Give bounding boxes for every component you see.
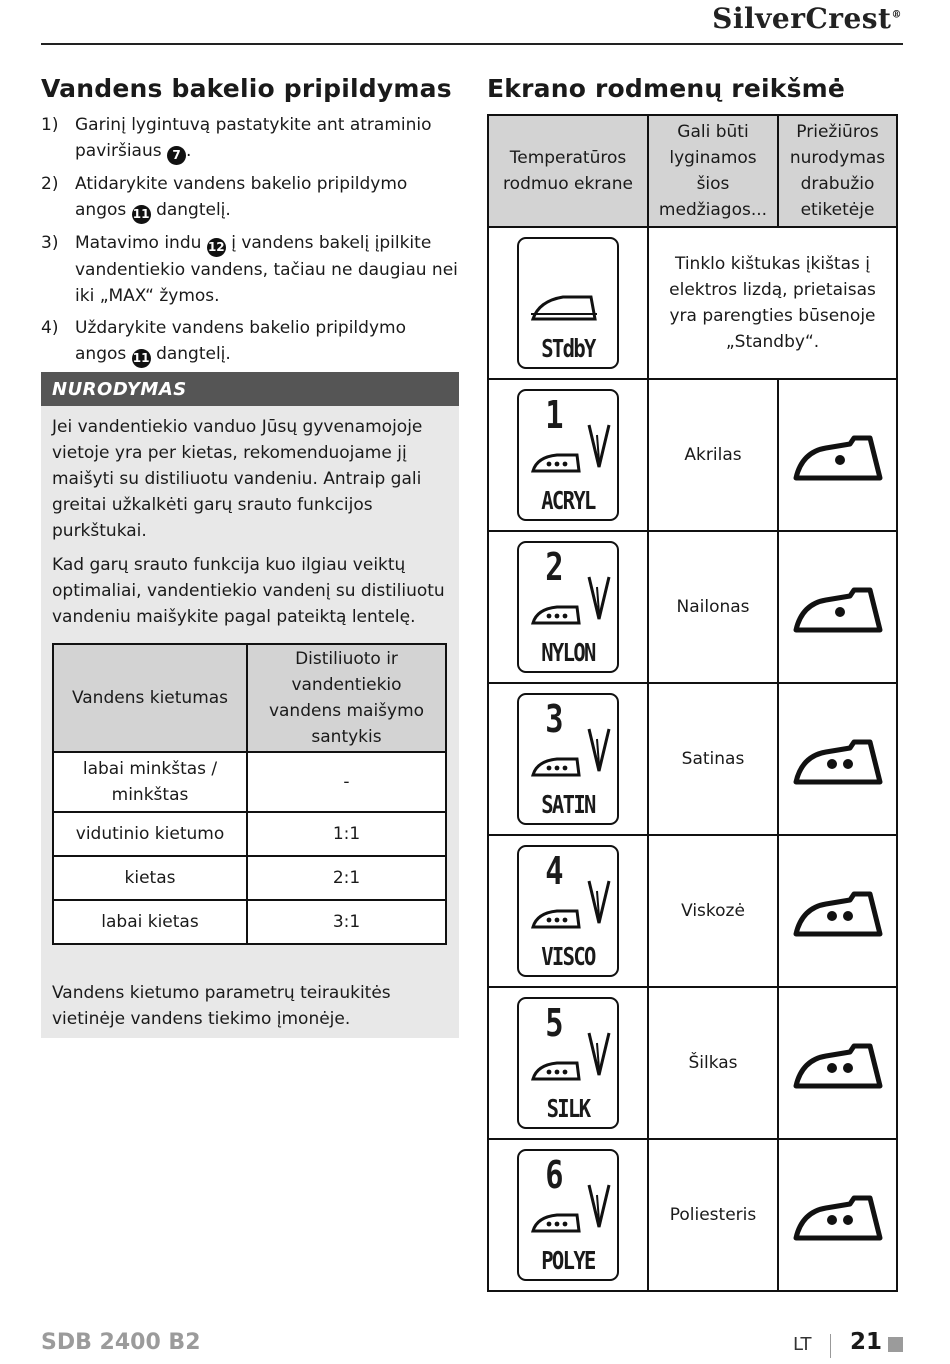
table-header-cell: Gali būti lyginamos šios medžiagos... xyxy=(648,115,778,227)
material-row xyxy=(488,1139,897,1291)
step-item xyxy=(41,315,459,368)
ref-badge: 11 xyxy=(132,205,151,224)
left-section-title: Vandens bakelio pripildymas xyxy=(41,74,452,103)
care-symbol-cell xyxy=(778,987,897,1139)
care-symbol-cell xyxy=(778,683,897,835)
material-row xyxy=(488,379,897,531)
fill-steps-list xyxy=(41,112,459,374)
note-paragraph: Kad garų srauto funkcija kuo ilgiau veiktų optimaliai, vandentiekio vandenį su distiliuotu vandeniu maišykite pagal pateiktą lentelę. xyxy=(52,555,445,627)
table-cell: labai kietas xyxy=(53,900,247,944)
step-number: 2) xyxy=(41,174,59,194)
step-number: 3) xyxy=(41,233,59,253)
lcd-code: SATIN xyxy=(541,790,595,819)
standby-text: Tinklo kištukas įkištas į elektros lizdą, prietaisas yra parengties būsenoje „Standby“. xyxy=(648,227,897,379)
standby-row xyxy=(488,227,897,379)
page-number: 21 xyxy=(850,1329,883,1355)
material-name: Nailonas xyxy=(648,531,778,683)
table-cell: vidutinio kietumo xyxy=(53,812,247,856)
table-row xyxy=(53,900,446,944)
step-text: Matavimo indu xyxy=(75,233,202,253)
lcd-code: VISCO xyxy=(541,942,595,971)
care-symbol-cell xyxy=(778,531,897,683)
lcd-display xyxy=(517,997,619,1129)
note-paragraph: Jei vandentiekio vanduo Jūsų gyvenamojoje vietoje yra per kietas, rekomenduojame jį maišyti su distiliuotu vandeniu. Antraip gali greitai užkalkėti garų srauto funkcijos purkštukai. xyxy=(52,417,423,541)
lcd-code: ACRYL xyxy=(541,486,595,515)
care-symbol-cell xyxy=(778,835,897,987)
table-cell: 1:1 xyxy=(247,812,446,856)
material-name: Akrilas xyxy=(648,379,778,531)
material-name: Šilkas xyxy=(648,987,778,1139)
table-header-cell: Temperatūros rodmuo ekrane xyxy=(488,115,648,227)
display-cell xyxy=(488,531,648,683)
lcd-code: SILK xyxy=(546,1094,590,1123)
table-header-cell: Vandens kietumas xyxy=(53,644,247,752)
lcd-display xyxy=(517,693,619,825)
table-cell: labai minkštas / minkštas xyxy=(53,752,247,812)
lcd-digit: 5 xyxy=(545,1001,564,1045)
care-iron-icon xyxy=(788,874,888,944)
care-iron-icon xyxy=(788,1178,888,1248)
table-cell: kietas xyxy=(53,856,247,900)
step-text-end: dangtelį. xyxy=(156,200,231,220)
table-row xyxy=(53,856,446,900)
step-number: 1) xyxy=(41,115,59,135)
display-cell xyxy=(488,987,648,1139)
ref-badge: 7 xyxy=(167,146,186,165)
step-text: Atidarykite vandens bakelio pripildymo angos xyxy=(75,174,408,220)
care-iron-icon xyxy=(788,1026,888,1096)
language-code: LT xyxy=(793,1334,812,1355)
table-header-row xyxy=(53,644,446,752)
brand-logo: SilverCrest® xyxy=(712,2,902,35)
lcd-display xyxy=(517,845,619,977)
note-heading: NURODYMAS xyxy=(41,372,459,406)
lcd-digit: 3 xyxy=(545,697,564,741)
page-square-marker xyxy=(888,1337,903,1352)
material-name: Poliesteris xyxy=(648,1139,778,1291)
display-meaning-table xyxy=(487,114,898,1292)
step-text-end: dangtelį. xyxy=(156,344,231,364)
water-hardness-table xyxy=(52,643,447,945)
lcd-display xyxy=(517,541,619,673)
lcd-digit: 4 xyxy=(545,849,564,893)
ref-badge: 11 xyxy=(132,349,151,368)
material-row xyxy=(488,835,897,987)
model-number: SDB 2400 B2 xyxy=(41,1330,201,1355)
material-name: Satinas xyxy=(648,683,778,835)
lcd-display xyxy=(517,1149,619,1281)
step-text: Uždarykite vandens bakelio pripildymo angos xyxy=(75,318,406,364)
table-cell: 2:1 xyxy=(247,856,446,900)
material-row xyxy=(488,531,897,683)
display-cell xyxy=(488,683,648,835)
step-item xyxy=(41,171,459,224)
display-cell xyxy=(488,379,648,531)
material-row xyxy=(488,987,897,1139)
step-number: 4) xyxy=(41,318,59,338)
display-cell xyxy=(488,227,648,379)
table-header-cell: Distiliuoto ir vandentiekio vandens maišymo santykis xyxy=(247,644,446,752)
table-row xyxy=(53,752,446,812)
header-rule xyxy=(41,43,903,45)
step-text-end: į vandens bakelį įpilkite vandentiekio vandens, tačiau ne daugiau nei iki „MAX“ žymos. xyxy=(75,233,458,306)
care-iron-icon xyxy=(788,570,888,640)
lcd-code: NYLON xyxy=(541,638,595,667)
step-item xyxy=(41,230,459,309)
table-row xyxy=(53,812,446,856)
table-header-cell: Priežiūros nurodymas drabužio etiketėje xyxy=(778,115,897,227)
lcd-digit: 1 xyxy=(545,393,564,437)
step-text-end: . xyxy=(186,141,192,161)
table-cell: - xyxy=(247,752,446,812)
table-cell: 3:1 xyxy=(247,900,446,944)
care-iron-icon xyxy=(788,722,888,792)
lcd-digit: 2 xyxy=(545,545,564,589)
table-header-row xyxy=(488,115,897,227)
care-symbol-cell xyxy=(778,379,897,531)
lcd-display-standby xyxy=(517,237,619,369)
display-cell xyxy=(488,1139,648,1291)
material-name: Viskozė xyxy=(648,835,778,987)
care-iron-icon xyxy=(788,418,888,488)
ref-badge: 12 xyxy=(207,238,226,257)
step-item xyxy=(41,112,459,165)
right-section-title: Ekrano rodmenų reikšmė xyxy=(487,74,846,103)
lcd-code: POLYE xyxy=(541,1246,595,1275)
note-paragraph: Vandens kietumo parametrų teiraukitės vietinėje vandens tiekimo įmonėje. xyxy=(52,983,391,1029)
lcd-code: STdbY xyxy=(541,334,595,363)
material-row xyxy=(488,683,897,835)
lcd-display xyxy=(517,389,619,521)
footer-separator xyxy=(830,1334,831,1358)
lcd-digit: 6 xyxy=(545,1153,564,1197)
display-cell xyxy=(488,835,648,987)
step-text: Garinį lygintuvą pastatykite ant atraminio paviršiaus xyxy=(75,115,432,161)
care-symbol-cell xyxy=(778,1139,897,1291)
